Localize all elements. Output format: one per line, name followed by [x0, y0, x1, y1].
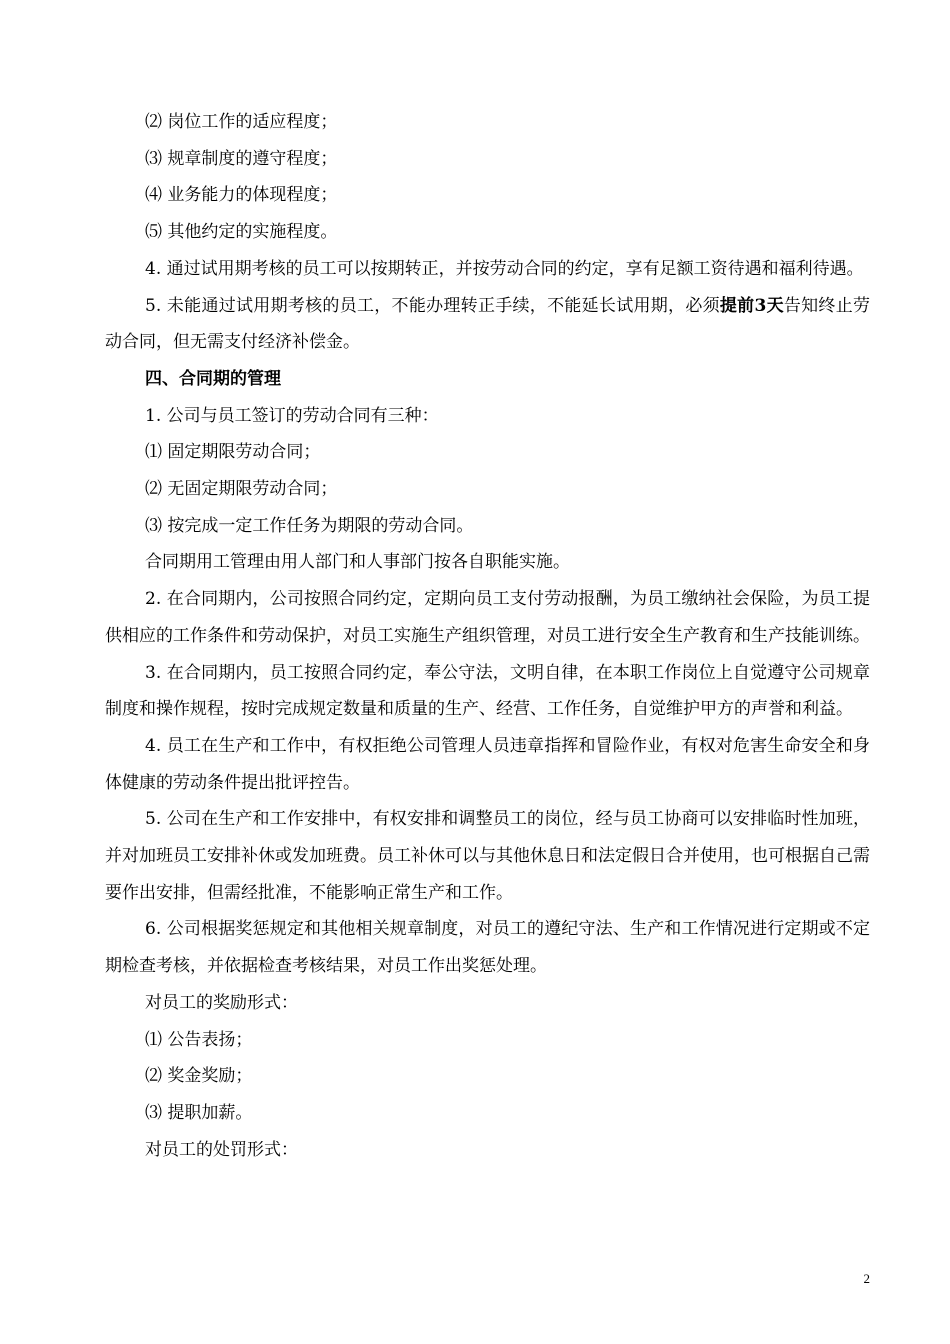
- bold-text: 提前3天: [719, 295, 784, 316]
- list-item: ⑴ 公告表扬；: [145, 1029, 253, 1050]
- paragraph: [105, 288, 870, 361]
- list-item: ⑶ 按完成一定工作任务为期限的劳动合同。: [145, 515, 474, 536]
- paragraph: 2. 在合同期内，公司按照合同约定，定期向员工支付劳动报酬，为员工缴纳社会保险，为员工提供相应的工作条件和劳动保护，对员工实施生产组织管理，对员工进行安全生产教育和生产技能训练。: [105, 589, 870, 646]
- list-item: ⑷ 业务能力的体现程度；: [145, 185, 338, 206]
- paragraph: 4. 员工在生产和工作中，有权拒绝公司管理人员违章指挥和冒险作业，有权对危害生命安全和身体健康的劳动条件提出批评控告。: [105, 735, 870, 793]
- paragraph: 5. 公司在生产和工作安排中，有权安排和调整员工的岗位，经与员工协商可以安排临时性加班，并对加班员工安排补休或发加班费。员工补休可以与其他休息日和法定假日合并使用，也可根据自己需要作出安排，但需经批准，不能影响正常生产和工作。: [105, 809, 870, 903]
- paragraph: 3. 在合同期内，员工按照合同约定，奉公守法，文明自律，在本职工作岗位上自觉遵守公司规章制度和操作规程，按时完成规定数量和质量的生产、经营、工作任务，自觉维护甲方的声誉和利益。: [105, 662, 870, 720]
- paragraph-text: 5. 未能通过试用期考核的员工，不能办理转正手续，不能延长试用期，必须: [145, 295, 720, 316]
- list-item: ⑶ 规章制度的遵守程度；: [145, 148, 338, 169]
- list-item: 1. 公司与员工签订的劳动合同有三种：: [145, 405, 439, 426]
- list-item: ⑶ 提职加薪。: [145, 1102, 253, 1123]
- note-line: 合同期用工管理由用人部门和人事部门按各自职能实施。: [145, 552, 570, 573]
- page-number: 2: [863, 1271, 870, 1286]
- paragraph: 4. 通过试用期考核的员工可以按期转正，并按劳动合同的约定，享有足额工资待遇和福利待遇。: [145, 258, 864, 279]
- section-heading: 四、合同期的管理: [145, 368, 281, 389]
- list-item: ⑵ 无固定期限劳动合同；: [145, 479, 338, 500]
- list-item: ⑴ 固定期限劳动合同；: [145, 442, 321, 463]
- list-item: ⑸ 其他约定的实施程度。: [145, 222, 338, 243]
- paragraph-text: 告知终止劳动合同，但无需支付经济补偿金。: [105, 295, 870, 353]
- list-item: ⑵ 岗位工作的适应程度；: [145, 112, 338, 132]
- list-title: 对员工的奖励形式：: [145, 992, 298, 1013]
- list-title: 对员工的处罚形式：: [145, 1139, 298, 1160]
- list-item: ⑵ 奖金奖励；: [145, 1066, 253, 1087]
- paragraph: 6. 公司根据奖惩规定和其他相关规章制度，对员工的遵纪守法、生产和工作情况进行定期或不定期检查考核，并依据检查考核结果，对员工作出奖惩处理。: [105, 919, 870, 977]
- document-body: [105, 104, 870, 1168]
